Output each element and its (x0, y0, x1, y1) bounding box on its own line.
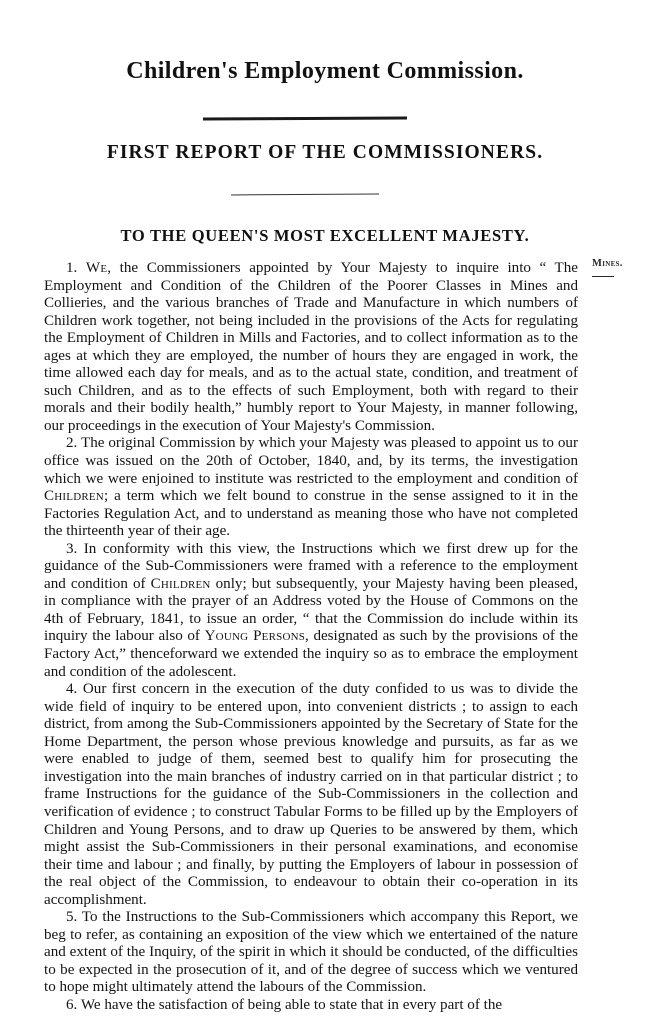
paragraph-3-lead: 3. In conformity with this view, the Instructions which we first drew up for the guidance of the Sub-Commissioners were framed with a reference to the employment and condition of (44, 540, 578, 592)
addressee-heading: TO THE QUEEN'S MOST EXCELLENT MAJESTY. (120, 226, 530, 245)
paragraph-1 (44, 260, 578, 435)
paragraph-2 (44, 435, 578, 540)
page-title: Children's Employment Commission. (126, 58, 524, 84)
title-divider-rule (203, 117, 407, 121)
paragraph-5: 5. To the Instructions to the Sub-Commissioners which accompany this Report, we beg to refer, as containing an exposition of the view which we entertained of the nature and extent of the Inquiry, of the spirit in which it should be conducted, of the difficulties to be expected in the prosecution of it, and of the degree of success which we ventured to hope might ultimately attend the labours of the Commission. (44, 909, 578, 996)
report-body (44, 260, 578, 1015)
paragraph-1-number: 1. (66, 260, 86, 276)
paragraph-1-text: , the Commissioners appointed by Your Majesty to inquire into “ The Employment and Condition of the Children of the Poorer Classes in Mines and Collieries, and the various branches of Trade and Manufacture in which numbers of Children work together, not being included in the provisions of the Acts for regulating the Employment of Children in Mills and Factories, and to collect information as to the ages at which they are employed, the number of hours they are engaged in work, the time allowed each day for meals, and as to the actual state, condition, and treatment of such Children, and as to the effects of such Employment, both with regard to their morals and their bodily health,” humbly report to Your Majesty, in manner following, our proceedings in the execution of Your Majesty's Commission. (44, 260, 579, 434)
heading-divider-rule (231, 194, 379, 196)
report-heading: FIRST REPORT OF THE COMMISSIONERS. (106, 142, 544, 163)
paragraph-4: 4. Our first concern in the execution of the duty confided to us was to divide the wide field of inquiry to be entered upon, into convenient districts ; to assign to each district, from among the Sub-Commissioners appointed by the Secretary of State for the Home Department, the person whose previous knowledge and pursuits, as far as we were enabled to judge of them, seemed best to qualify him for prosecuting the investigation into the main branches of industry carried on in that particular district ; to frame Instructions for the guidance of the Sub-Commissioners in the collection and verification of evidence ; to construct Tabular Forms to be filled up by the Employers of Children and Young Persons, and to draw up Queries to be answered by them, which might assist the Sub-Commissioners in their personal examinations, and economise their time and labour ; and finally, by putting the Employers of labour in possession of the real object of the Commission, to endeavour to obtain their co-operation in its accomplishment. (44, 681, 578, 908)
paragraph-3-mid: only; but subsequently, your Majesty having been pleased, in compliance with the prayer of an Address voted by the House of Commons on the 4th of February, 1841, to issue an order, “ that the Commission do include within its inquiry the labour also of (44, 575, 579, 645)
paragraph-3-rest: , designated as such by the provisions of the Factory Act,” thenceforward we extended the inquiry so as to embrace the employment and condition of the adolescent. (44, 628, 578, 680)
paragraph-2-smallcaps: Children (44, 488, 104, 505)
paragraph-2-lead: 2. The original Commission by which your Majesty was pleased to appoint us to our office was issued on the 20th of October, 1840, and, by its terms, the investigation which we were enjoined to institute was restricted to the employment and condition of (44, 435, 578, 487)
paragraph-3-smallcaps-young-persons: Young Persons (204, 628, 306, 645)
paragraph-3 (44, 541, 578, 681)
paragraph-3-smallcaps-children: Children (150, 575, 211, 592)
paragraph-1-smallcaps: We (85, 260, 108, 276)
marginal-note (592, 258, 646, 277)
paragraph-2-rest: ; a term which we felt bound to construe in the sense assigned to it in the Factories Regulation Act, and to understand as meaning those who have not completed the thirteenth year of their age. (44, 488, 578, 540)
marginal-note-rule (592, 276, 614, 278)
paragraph-6: 6. We have the satisfaction of being able to state that in every part of the (66, 996, 503, 1013)
marginal-note-label: Mines. (592, 258, 623, 269)
